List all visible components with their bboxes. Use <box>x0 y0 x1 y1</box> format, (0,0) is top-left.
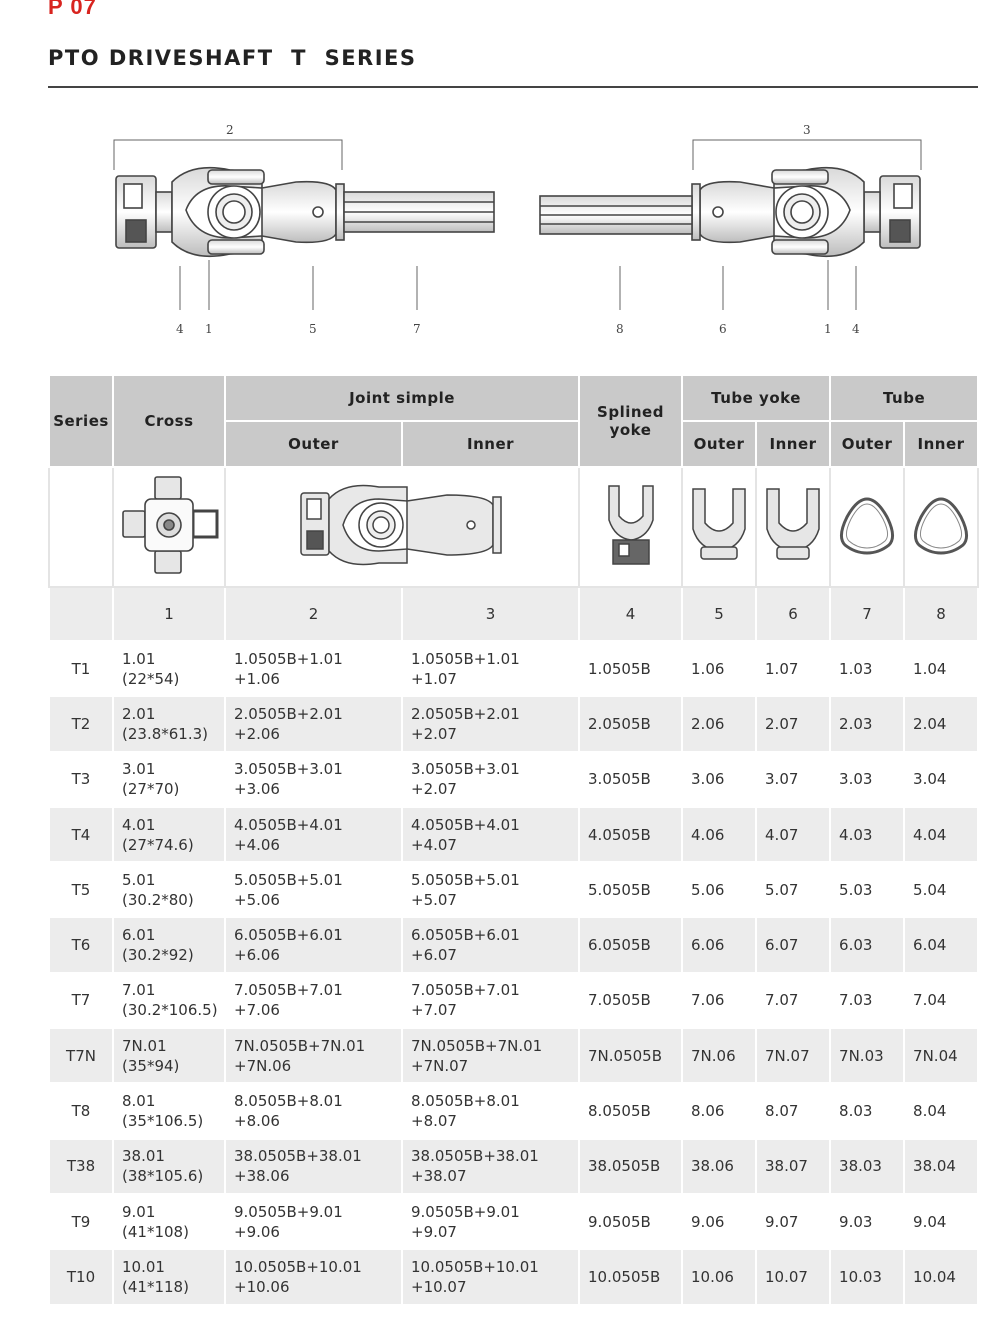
cross-cell-line-2: (41*108) <box>122 1222 189 1241</box>
series-cell: T7N <box>49 1028 113 1083</box>
joint-inner-cell <box>402 973 579 1028</box>
series-cell: T10 <box>49 1249 113 1304</box>
callout-2: 2 <box>226 123 234 137</box>
cross-cell-line-2: (27*70) <box>122 780 180 799</box>
callout-5: 5 <box>309 322 317 336</box>
joint-inner-cell-line-2: +6.07 <box>411 946 457 965</box>
cross-cell-line-2: (41*118) <box>122 1277 189 1296</box>
joint-outer-cell-line-1: 8.0505B+8.01 <box>234 1092 343 1111</box>
joint-inner-cell-line-2: +2.07 <box>411 724 457 743</box>
joint-inner-cell-line-1: 10.0505B+10.01 <box>411 1257 539 1276</box>
splined-yoke-cell: 6.0505B <box>579 917 682 972</box>
tube-inner-cell: 10.04 <box>904 1249 978 1304</box>
series-cell: T38 <box>49 1139 113 1194</box>
tube-outer-cell: 38.03 <box>830 1139 904 1194</box>
joint-outer-cell-line-2: +38.06 <box>234 1167 290 1186</box>
header-tube-inner: Inner <box>904 421 978 467</box>
tube-yoke-inner-cell: 8.07 <box>756 1083 830 1138</box>
joint-outer-cell-line-1: 7N.0505B+7N.01 <box>234 1036 366 1055</box>
joint-outer-cell <box>225 807 402 862</box>
callout-4-left: 4 <box>176 322 184 336</box>
tube-outer-cell: 2.03 <box>830 696 904 751</box>
cross-cell-line-2: (30.2*106.5) <box>122 1001 218 1020</box>
table-row <box>49 973 978 1028</box>
tube-outer-cell: 8.03 <box>830 1083 904 1138</box>
tube-outer-cell: 1.03 <box>830 641 904 696</box>
header-joint-simple: Joint simple <box>225 375 579 421</box>
splined-yoke-cell: 4.0505B <box>579 807 682 862</box>
cross-cell <box>113 862 225 917</box>
tube-outer-cell: 9.03 <box>830 1194 904 1249</box>
series-cell: T6 <box>49 917 113 972</box>
image-cell-cross <box>113 467 225 587</box>
title-rule <box>48 86 978 88</box>
cross-cell <box>113 1083 225 1138</box>
joint-inner-cell <box>402 1249 579 1304</box>
tube-inner-cell: 5.04 <box>904 862 978 917</box>
tube-yoke-outer-cell: 6.06 <box>682 917 756 972</box>
joint-outer-cell <box>225 1249 402 1304</box>
cross-cell-line-2: (30.2*80) <box>122 890 194 909</box>
data-rows <box>49 641 978 1305</box>
joint-outer-cell-line-2: +6.06 <box>234 946 280 965</box>
joint-outer-cell-line-2: +9.06 <box>234 1222 280 1241</box>
image-cell-joint <box>225 467 579 587</box>
joint-outer-cell-line-1: 38.0505B+38.01 <box>234 1147 362 1166</box>
part-number-8: 8 <box>904 587 978 641</box>
joint-inner-cell-line-2: +7.07 <box>411 1001 457 1020</box>
tube-inner-cell: 38.04 <box>904 1139 978 1194</box>
joint-outer-cell <box>225 1028 402 1083</box>
header-splined-yoke-line2: yoke <box>609 421 652 439</box>
part-number-4: 4 <box>579 587 682 641</box>
joint-inner-cell-line-2: +1.07 <box>411 669 457 688</box>
cross-cell-line-2: (35*106.5) <box>122 1112 204 1131</box>
tube-yoke-inner-cell: 9.07 <box>756 1194 830 1249</box>
cross-cell-line-1: 10.01 <box>122 1257 165 1276</box>
cross-cell-line-2: (38*105.6) <box>122 1167 204 1186</box>
header-joint-outer: Outer <box>225 421 402 467</box>
tube-inner-cell: 1.04 <box>904 641 978 696</box>
table-row <box>49 696 978 751</box>
cross-cell-line-1: 2.01 <box>122 704 156 723</box>
joint-outer-cell-line-2: +7.06 <box>234 1001 280 1020</box>
callout-3: 3 <box>803 123 811 137</box>
cross-cell-line-2: (30.2*92) <box>122 946 194 965</box>
header-splined-yoke-line1: Splined <box>597 403 664 421</box>
joint-inner-cell-line-2: +10.07 <box>411 1277 467 1296</box>
joint-inner-cell <box>402 1028 579 1083</box>
splined-yoke-cell: 7.0505B <box>579 973 682 1028</box>
joint-icon <box>297 475 507 575</box>
part-number-2: 2 <box>225 587 402 641</box>
tube-outer-cell: 6.03 <box>830 917 904 972</box>
tube-inner-cell: 2.04 <box>904 696 978 751</box>
header-series: Series <box>49 375 113 467</box>
cross-cell-line-1: 9.01 <box>122 1202 156 1221</box>
joint-outer-cell <box>225 1083 402 1138</box>
cross-cell <box>113 696 225 751</box>
table-row <box>49 752 978 807</box>
table-row <box>49 1139 978 1194</box>
joint-inner-cell <box>402 752 579 807</box>
joint-outer-cell <box>225 917 402 972</box>
joint-inner-cell-line-1: 1.0505B+1.01 <box>411 649 520 668</box>
header-tube-yoke: Tube yoke <box>682 375 830 421</box>
joint-inner-cell-line-1: 6.0505B+6.01 <box>411 926 520 945</box>
cross-cell-line-1: 7.01 <box>122 981 156 1000</box>
joint-inner-cell-line-1: 7.0505B+7.01 <box>411 981 520 1000</box>
joint-outer-cell-line-1: 3.0505B+3.01 <box>234 760 343 779</box>
tube-yoke-inner-cell: 10.07 <box>756 1249 830 1304</box>
cross-cell <box>113 1139 225 1194</box>
cross-cell <box>113 752 225 807</box>
joint-inner-cell-line-1: 5.0505B+5.01 <box>411 870 520 889</box>
joint-outer-cell-line-2: +1.06 <box>234 669 280 688</box>
right-joint-drawing <box>540 168 920 257</box>
cross-cell-line-1: 38.01 <box>122 1147 165 1166</box>
image-cell-tube-outer <box>830 467 904 587</box>
tube-yoke-outer-cell: 4.06 <box>682 807 756 862</box>
joint-outer-cell-line-2: +5.06 <box>234 890 280 909</box>
page-title: PTO DRIVESHAFT T SERIES <box>48 46 417 70</box>
part-number-empty <box>49 587 113 641</box>
tube-yoke-outer-cell: 7.06 <box>682 973 756 1028</box>
driveshaft-diagram <box>0 110 1000 350</box>
series-cell: T8 <box>49 1083 113 1138</box>
tube-yoke-outer-cell: 9.06 <box>682 1194 756 1249</box>
joint-inner-cell <box>402 917 579 972</box>
joint-inner-cell <box>402 696 579 751</box>
joint-outer-cell-line-2: +8.06 <box>234 1112 280 1131</box>
joint-inner-cell-line-2: +38.07 <box>411 1167 467 1186</box>
splined-yoke-cell: 2.0505B <box>579 696 682 751</box>
joint-inner-cell-line-2: +4.07 <box>411 835 457 854</box>
image-cell-tube-yoke-inner <box>756 467 830 587</box>
splined-yoke-cell: 9.0505B <box>579 1194 682 1249</box>
part-number-5: 5 <box>682 587 756 641</box>
table-row <box>49 641 978 696</box>
tube-outer-profile-icon <box>835 493 899 557</box>
joint-inner-cell-line-1: 8.0505B+8.01 <box>411 1092 520 1111</box>
joint-outer-cell-line-2: +3.06 <box>234 780 280 799</box>
tube-inner-cell: 3.04 <box>904 752 978 807</box>
joint-inner-cell-line-1: 4.0505B+4.01 <box>411 815 520 834</box>
table-row <box>49 807 978 862</box>
cross-cell <box>113 973 225 1028</box>
image-cell-splined-yoke <box>579 467 682 587</box>
tube-outer-cell: 7.03 <box>830 973 904 1028</box>
joint-inner-cell <box>402 1083 579 1138</box>
series-cell: T2 <box>49 696 113 751</box>
table-row <box>49 917 978 972</box>
part-number-6: 6 <box>756 587 830 641</box>
tube-yoke-outer-cell: 5.06 <box>682 862 756 917</box>
tube-inner-cell: 7N.04 <box>904 1028 978 1083</box>
page-code: P 07 <box>48 0 97 19</box>
tube-outer-cell: 3.03 <box>830 752 904 807</box>
splined-yoke-cell: 38.0505B <box>579 1139 682 1194</box>
tube-outer-cell: 5.03 <box>830 862 904 917</box>
parts-table <box>48 374 979 1306</box>
cross-icon <box>117 473 221 577</box>
cross-cell-line-1: 1.01 <box>122 649 156 668</box>
tube-yoke-outer-cell: 3.06 <box>682 752 756 807</box>
joint-inner-cell-line-1: 2.0505B+2.01 <box>411 704 520 723</box>
joint-outer-cell-line-2: +10.06 <box>234 1277 290 1296</box>
joint-outer-cell <box>225 752 402 807</box>
image-cell-tube-inner <box>904 467 978 587</box>
joint-outer-cell <box>225 973 402 1028</box>
series-cell: T3 <box>49 752 113 807</box>
part-number-1: 1 <box>113 587 225 641</box>
cross-cell-line-1: 4.01 <box>122 815 156 834</box>
callout-4-right: 4 <box>852 322 860 336</box>
tube-yoke-inner-cell: 38.07 <box>756 1139 830 1194</box>
tube-yoke-outer-cell: 10.06 <box>682 1249 756 1304</box>
series-cell: T9 <box>49 1194 113 1249</box>
joint-outer-cell-line-1: 1.0505B+1.01 <box>234 649 343 668</box>
joint-inner-cell <box>402 1139 579 1194</box>
cross-cell-line-1: 3.01 <box>122 760 156 779</box>
callout-1-right: 1 <box>824 322 832 336</box>
part-number-7: 7 <box>830 587 904 641</box>
tube-yoke-inner-cell: 6.07 <box>756 917 830 972</box>
joint-outer-cell-line-2: +2.06 <box>234 724 280 743</box>
tube-inner-cell: 7.04 <box>904 973 978 1028</box>
joint-outer-cell-line-1: 5.0505B+5.01 <box>234 870 343 889</box>
tube-yoke-outer-cell: 2.06 <box>682 696 756 751</box>
splined-yoke-icon <box>601 480 661 570</box>
joint-outer-cell-line-2: +4.06 <box>234 835 280 854</box>
callout-6: 6 <box>719 322 727 336</box>
joint-outer-cell-line-1: 4.0505B+4.01 <box>234 815 343 834</box>
part-number-3: 3 <box>402 587 579 641</box>
joint-inner-cell-line-1: 7N.0505B+7N.01 <box>411 1036 543 1055</box>
callout-8: 8 <box>616 322 624 336</box>
cross-cell <box>113 1028 225 1083</box>
tube-yoke-inner-cell: 3.07 <box>756 752 830 807</box>
header-tube-yoke-inner: Inner <box>756 421 830 467</box>
joint-inner-cell-line-2: +5.07 <box>411 890 457 909</box>
series-cell: T1 <box>49 641 113 696</box>
header-splined-yoke <box>579 375 682 467</box>
joint-outer-cell <box>225 1194 402 1249</box>
joint-outer-cell <box>225 1139 402 1194</box>
splined-yoke-cell: 10.0505B <box>579 1249 682 1304</box>
tube-yoke-outer-cell: 8.06 <box>682 1083 756 1138</box>
splined-yoke-cell: 8.0505B <box>579 1083 682 1138</box>
tube-outer-cell: 10.03 <box>830 1249 904 1304</box>
table-row <box>49 1194 978 1249</box>
cross-cell <box>113 1194 225 1249</box>
left-joint-drawing <box>116 168 494 257</box>
joint-outer-cell-line-2: +7N.06 <box>234 1056 292 1075</box>
tube-inner-cell: 9.04 <box>904 1194 978 1249</box>
tube-yoke-outer-cell: 1.06 <box>682 641 756 696</box>
tube-outer-cell: 4.03 <box>830 807 904 862</box>
joint-inner-cell <box>402 862 579 917</box>
cross-cell-line-1: 6.01 <box>122 926 156 945</box>
joint-inner-cell-line-1: 3.0505B+3.01 <box>411 760 520 779</box>
tube-yoke-outer-cell: 7N.06 <box>682 1028 756 1083</box>
image-cell-empty <box>49 467 113 587</box>
tube-inner-cell: 8.04 <box>904 1083 978 1138</box>
joint-outer-cell <box>225 641 402 696</box>
header-tube: Tube <box>830 375 978 421</box>
cross-cell-line-2: (22*54) <box>122 669 180 688</box>
tube-inner-cell: 6.04 <box>904 917 978 972</box>
cross-cell-line-1: 5.01 <box>122 870 156 889</box>
series-cell: T7 <box>49 973 113 1028</box>
joint-outer-cell <box>225 696 402 751</box>
callout-7: 7 <box>413 322 421 336</box>
cross-cell <box>113 917 225 972</box>
joint-outer-cell-line-1: 6.0505B+6.01 <box>234 926 343 945</box>
header-joint-inner: Inner <box>402 421 579 467</box>
tube-inner-profile-icon <box>909 493 973 557</box>
joint-inner-cell-line-2: +8.07 <box>411 1112 457 1131</box>
cross-cell <box>113 641 225 696</box>
joint-inner-cell-line-1: 9.0505B+9.01 <box>411 1202 520 1221</box>
joint-inner-cell-line-2: +9.07 <box>411 1222 457 1241</box>
tube-yoke-inner-cell: 7N.07 <box>756 1028 830 1083</box>
joint-inner-cell <box>402 807 579 862</box>
joint-inner-cell <box>402 641 579 696</box>
splined-yoke-cell: 7N.0505B <box>579 1028 682 1083</box>
table-row <box>49 1083 978 1138</box>
tube-yoke-inner-cell: 2.07 <box>756 696 830 751</box>
table-row <box>49 862 978 917</box>
image-cell-tube-yoke-outer <box>682 467 756 587</box>
callout-1-left: 1 <box>205 322 213 336</box>
tube-yoke-outer-icon <box>687 485 751 565</box>
cross-cell-line-2: (27*74.6) <box>122 835 194 854</box>
tube-yoke-inner-cell: 1.07 <box>756 641 830 696</box>
joint-outer-cell <box>225 862 402 917</box>
joint-outer-cell-line-1: 7.0505B+7.01 <box>234 981 343 1000</box>
tube-inner-cell: 4.04 <box>904 807 978 862</box>
header-tube-yoke-outer: Outer <box>682 421 756 467</box>
cross-cell-line-2: (23.8*61.3) <box>122 724 209 743</box>
table-row <box>49 1028 978 1083</box>
joint-outer-cell-line-1: 9.0505B+9.01 <box>234 1202 343 1221</box>
series-cell: T4 <box>49 807 113 862</box>
splined-yoke-cell: 3.0505B <box>579 752 682 807</box>
cross-cell-line-1: 7N.01 <box>122 1036 167 1055</box>
splined-yoke-cell: 1.0505B <box>579 641 682 696</box>
tube-yoke-inner-cell: 4.07 <box>756 807 830 862</box>
cross-cell <box>113 807 225 862</box>
tube-yoke-inner-icon <box>761 485 825 565</box>
table-row <box>49 1249 978 1304</box>
cross-cell <box>113 1249 225 1304</box>
joint-inner-cell-line-2: +2.07 <box>411 780 457 799</box>
tube-yoke-inner-cell: 7.07 <box>756 973 830 1028</box>
tube-yoke-inner-cell: 5.07 <box>756 862 830 917</box>
splined-yoke-cell: 5.0505B <box>579 862 682 917</box>
series-cell: T5 <box>49 862 113 917</box>
header-cross: Cross <box>113 375 225 467</box>
cross-cell-line-2: (35*94) <box>122 1056 180 1075</box>
tube-outer-cell: 7N.03 <box>830 1028 904 1083</box>
joint-inner-cell-line-2: +7N.07 <box>411 1056 469 1075</box>
header-tube-outer: Outer <box>830 421 904 467</box>
cross-cell-line-1: 8.01 <box>122 1092 156 1111</box>
joint-inner-cell-line-1: 38.0505B+38.01 <box>411 1147 539 1166</box>
joint-outer-cell-line-1: 10.0505B+10.01 <box>234 1257 362 1276</box>
joint-inner-cell <box>402 1194 579 1249</box>
joint-outer-cell-line-1: 2.0505B+2.01 <box>234 704 343 723</box>
tube-yoke-outer-cell: 38.06 <box>682 1139 756 1194</box>
